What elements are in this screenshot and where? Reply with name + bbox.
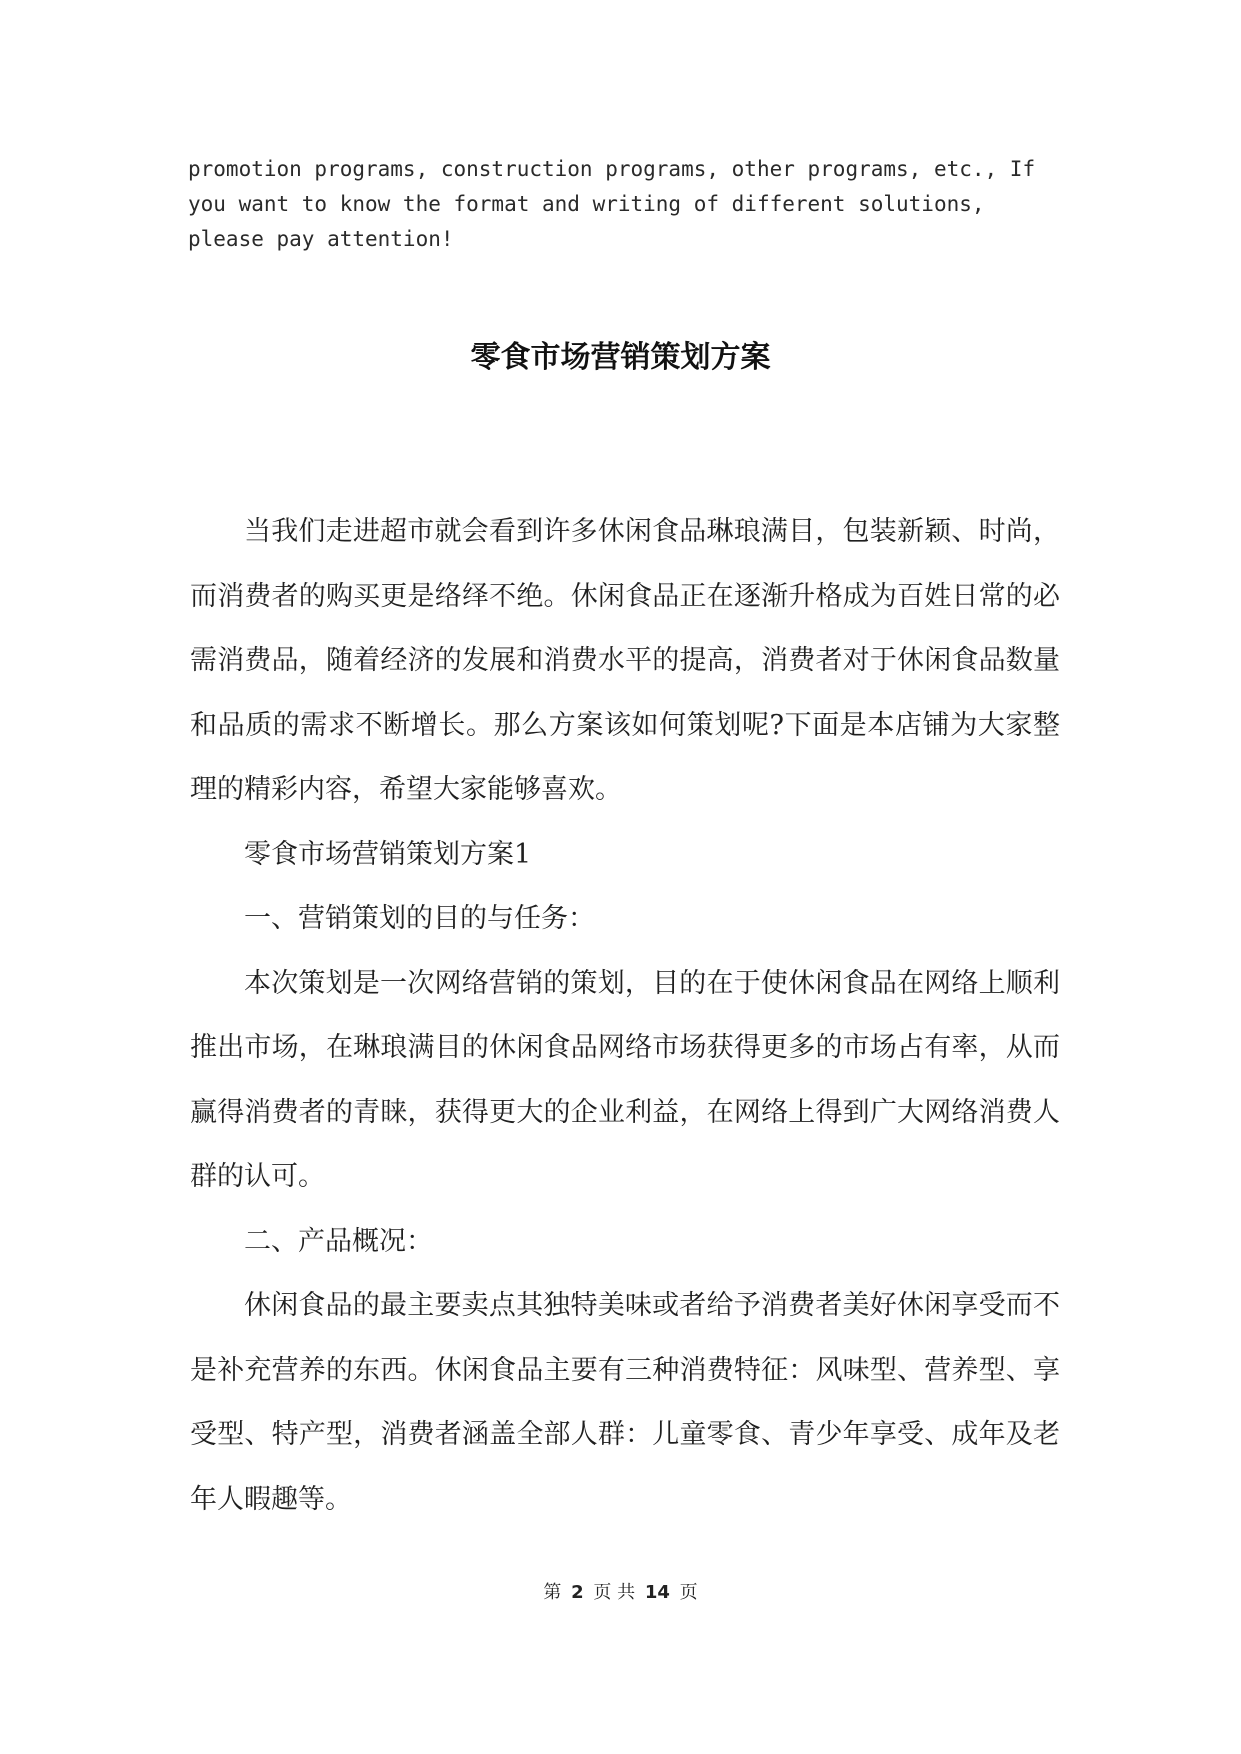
section-heading-purpose: 一、营销策划的目的与任务：: [244, 903, 595, 934]
footer-current-page: 2: [571, 1582, 584, 1603]
page-title: 零食市场营销策划方案: [470, 340, 771, 375]
footer-total-pages: 14: [644, 1582, 670, 1603]
product-paragraph: 休闲食品的最主要卖点其独特美味或者给予消费者美好休闲享受而不是补充营养的东西。休闲食品主要有三种消费特征：风味型、营养型、享受型、特产型，消费者涵盖全部人群：儿童零食、青少年享受、成年及老年人暇趣等。: [190, 1290, 1060, 1515]
footer-middle: 页 共: [593, 1582, 636, 1603]
section-heading-product: 二、产品概况：: [244, 1225, 433, 1257]
intro-text: promotion programs, construction programs, other programs, etc., If you want to know the format and writing of different solutions, please pay attention!: [188, 157, 1036, 251]
footer-suffix: 页: [679, 1582, 698, 1603]
page-footer: [0, 1578, 1241, 1604]
section-heading-plan-1: 零食市场营销策划方案1: [244, 838, 532, 870]
purpose-paragraph: 本次策划是一次网络营销的策划，目的在于使休闲食品在网络上顺利推出市场，在琳琅满目的休闲食品网络市场获得更多的市场占有率，从而赢得消费者的青睐，获得更大的企业利益，在网络上得到广大网络消费人群的认可。: [190, 967, 1060, 1192]
footer-prefix: 第: [543, 1582, 562, 1603]
body-text: [190, 500, 1060, 1532]
intro-paragraph: 当我们走进超市就会看到许多休闲食品琳琅满目，包装新颖、时尚，而消费者的购买更是络绎不绝。休闲食品正在逐渐升格成为百姓日常的必需消费品，随着经济的发展和消费水平的提高，消费者对于休闲食品数量和品质的需求不断增长。那么方案该如何策划呢?下面是本店铺为大家整理的精彩内容，希望大家能够喜欢。: [190, 516, 1060, 805]
